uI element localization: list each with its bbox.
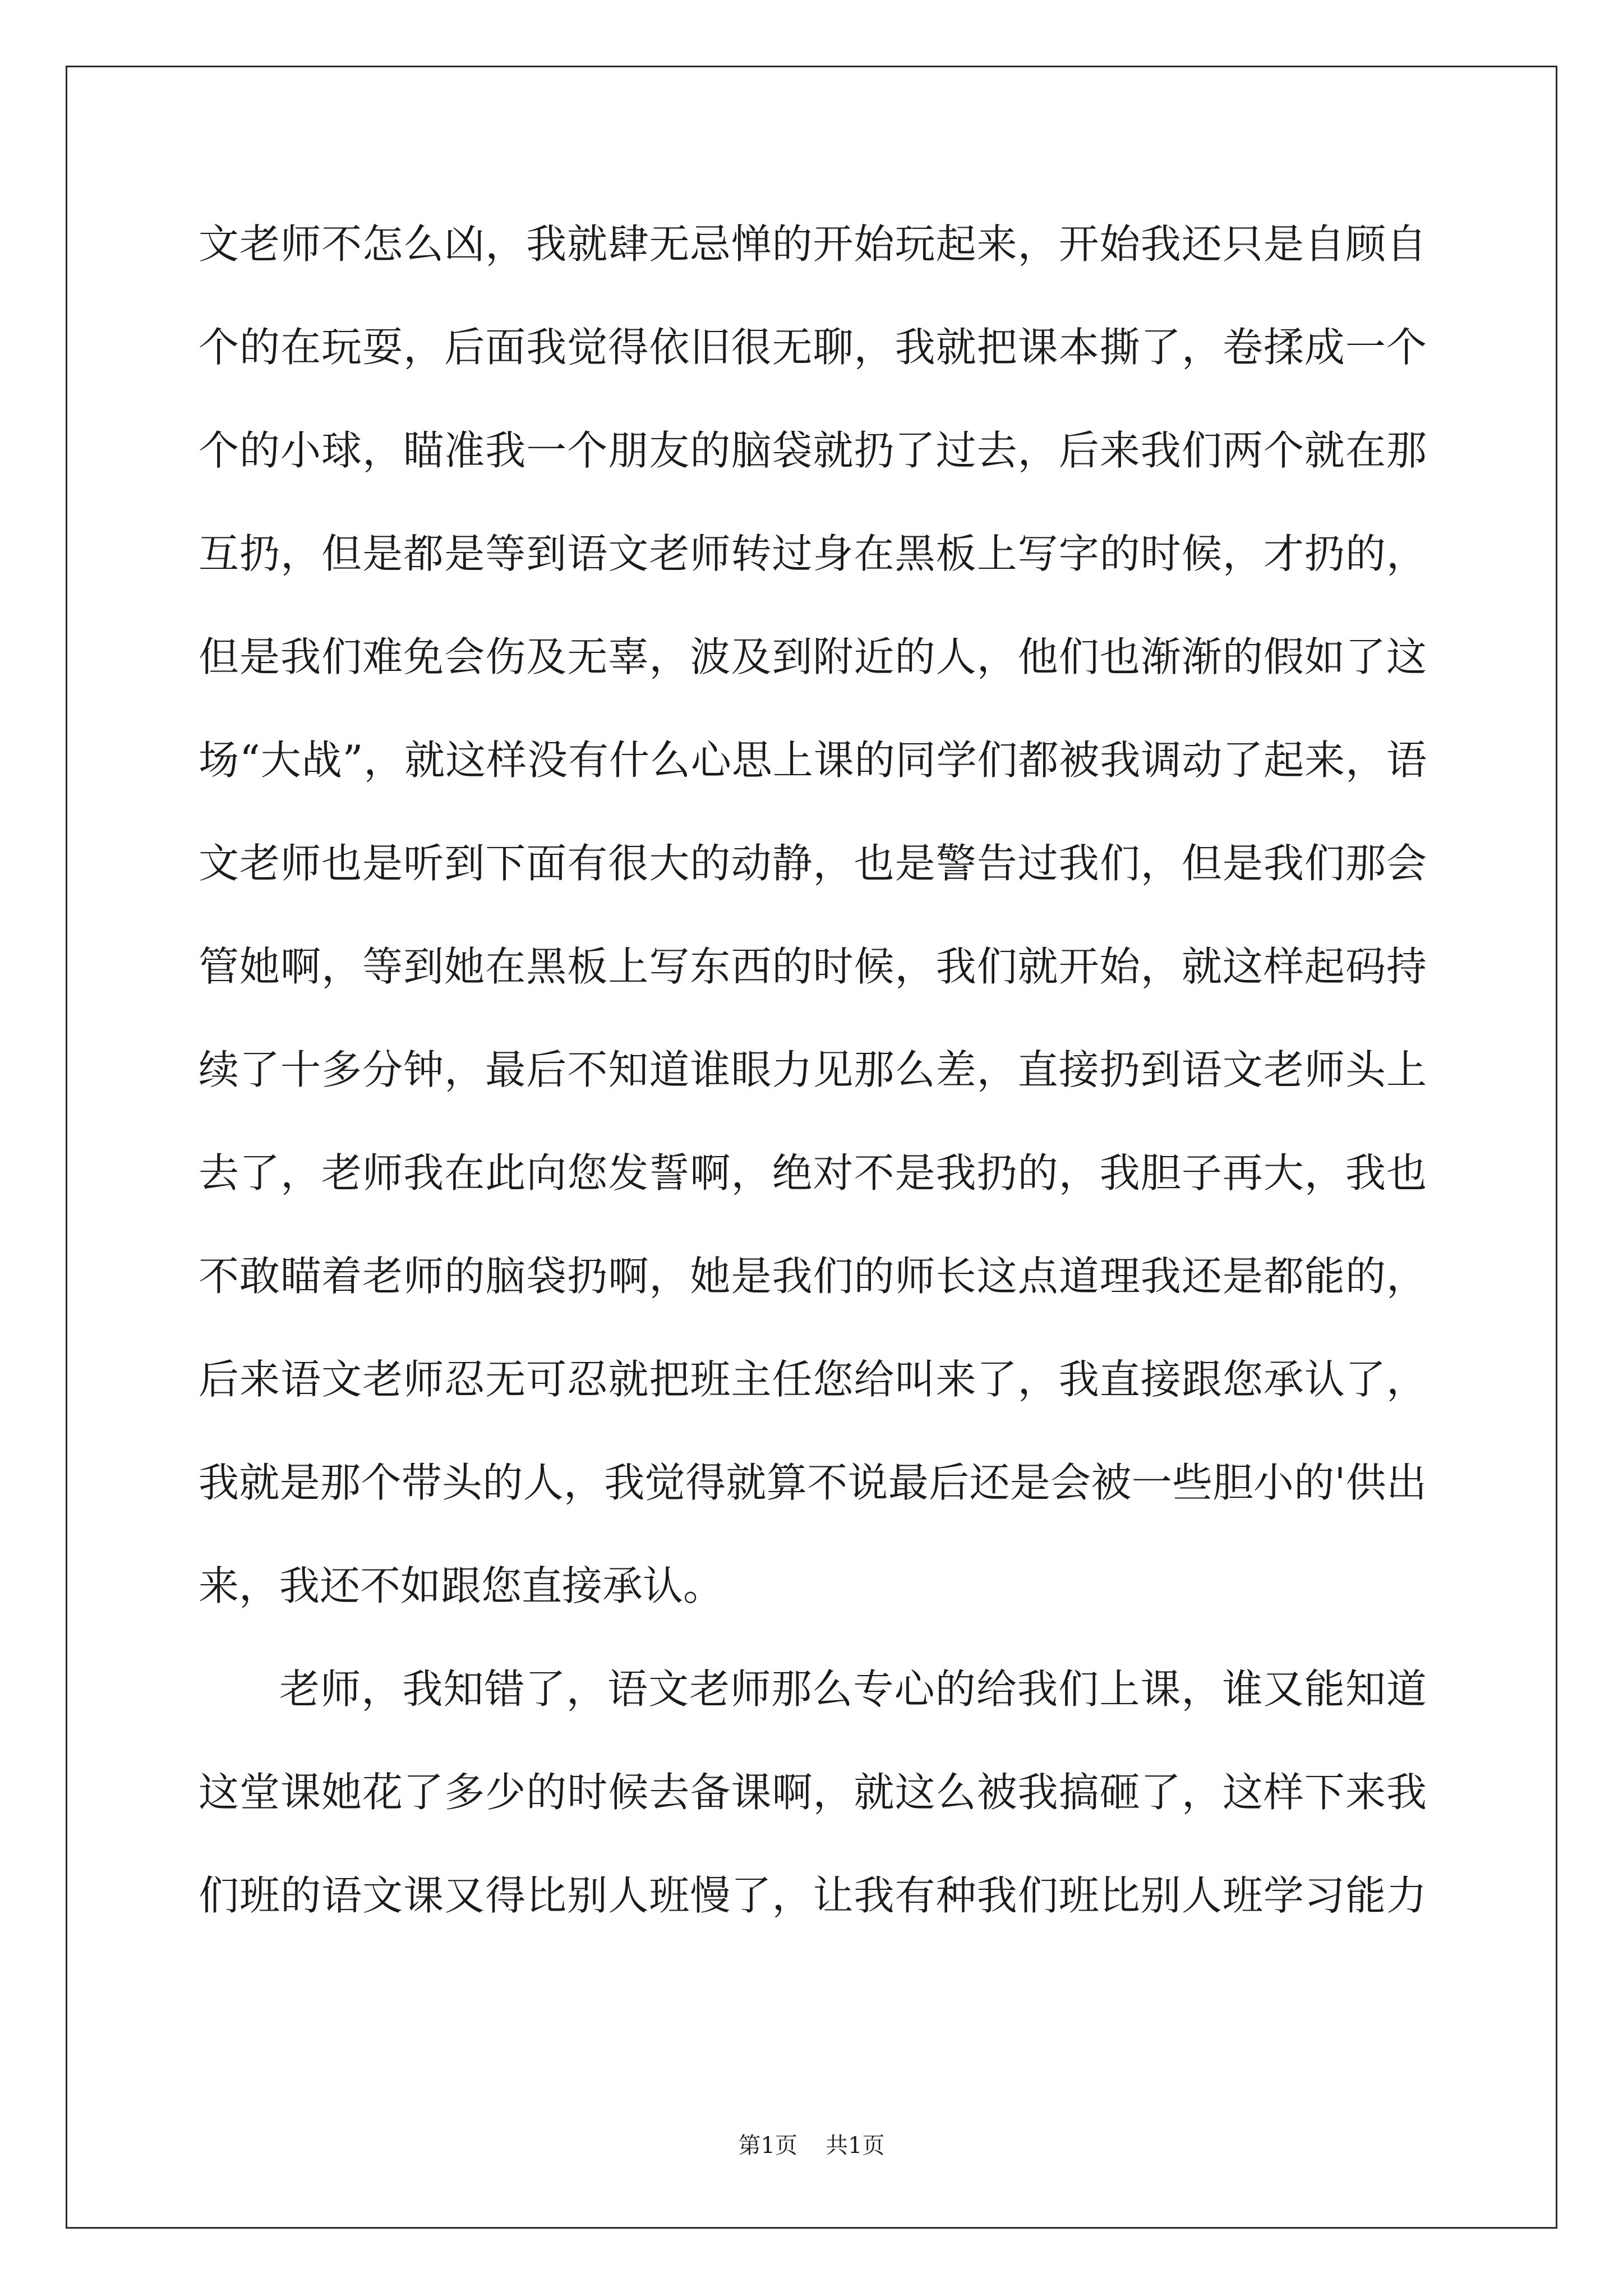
paragraph (199, 1658, 1427, 1968)
page-footer (0, 2132, 1623, 2160)
text-line: 不敢瞄着老师的脑袋扔啊，她是我们的师长这点道理我还是都能的， (199, 1253, 1427, 1300)
text-line: 后来语文老师忍无可忍就把班主任您给叫来了，我直接跟您承认了， (199, 1356, 1427, 1403)
text-line: 来，我还不如跟您直接承认。 (199, 1562, 724, 1609)
text-line: 老师，我知错了，语文老师那么专心的给我们上课，谁又能知道 (279, 1665, 1427, 1713)
text-line: 文老师也是听到下面有很大的动静，也是警告过我们，但是我们那会 (199, 840, 1427, 887)
text-line: 个的小球，瞄准我一个朋友的脑袋就扔了过去，后来我们两个就在那 (199, 427, 1427, 474)
page-total: 共1页 (826, 2133, 885, 2159)
text-line: 文老师不怎么凶，我就肆无忌惮的开始玩起来，开始我还只是自顾自 (199, 220, 1427, 268)
text-line: 这堂课她花了多少的时候去备课啊，就这么被我搞砸了，这样下来我 (199, 1769, 1427, 1816)
text-line: 们班的语文课又得比别人班慢了，让我有种我们班比别人班学习能力 (199, 1872, 1427, 1919)
text-line: 但是我们难免会伤及无辜，波及到附近的人，他们也渐渐的假如了这 (199, 633, 1427, 680)
page-number: 第1页 (738, 2133, 797, 2159)
text-line: 去了，老师我在此向您发誓啊，绝对不是我扔的，我胆子再大，我也 (199, 1149, 1427, 1197)
paragraph (199, 213, 1427, 1658)
text-line: 我就是那个带头的人，我觉得就算不说最后还是会被一些胆小的'供出 (199, 1459, 1427, 1506)
text-line: 续了十多分钟，最后不知道谁眼力见那么差，直接扔到语文老师头上 (199, 1046, 1427, 1093)
document-body (199, 213, 1427, 1968)
text-line: 互扔，但是都是等到语文老师转过身在黑板上写字的时候，才扔的， (199, 530, 1427, 577)
text-line: 场“大战”，就这样没有什么心思上课的同学们都被我调动了起来，语 (199, 737, 1427, 784)
text-line: 管她啊，等到她在黑板上写东西的时候，我们就开始，就这样起码持 (199, 943, 1427, 990)
text-line: 个的在玩耍，后面我觉得依旧很无聊，我就把课本撕了，卷揉成一个 (199, 324, 1427, 371)
